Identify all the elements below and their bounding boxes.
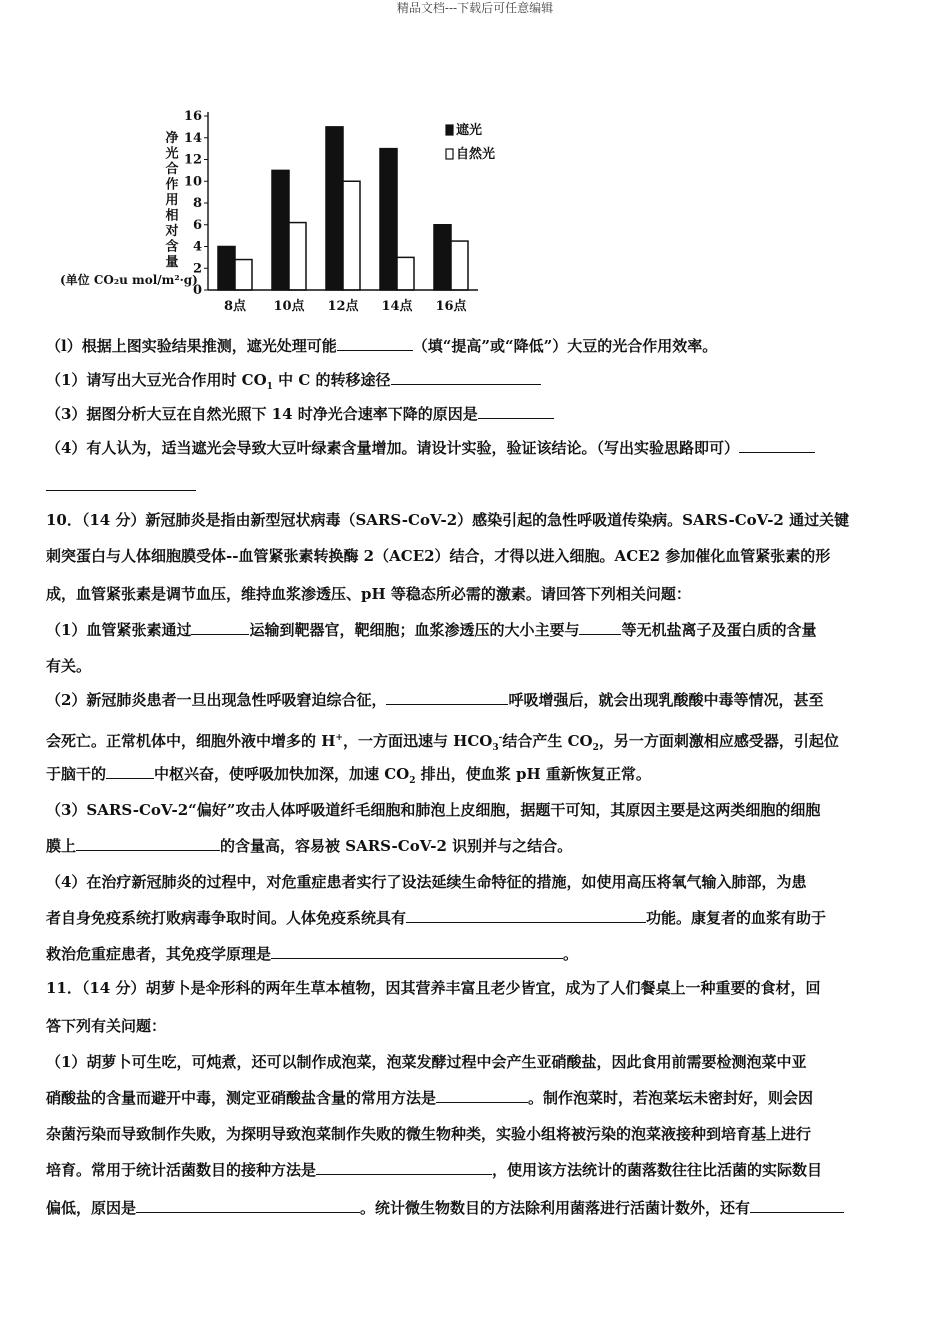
y-axis-unit: (单位 CO₂u mol/m²·g): [60, 273, 198, 287]
q11-line: 杂菌污染而导致制作失败，为探明导致泡菜制作失败的微生物种类，实验小组将被污染的泡菜液接种到培育基上进行: [46, 1125, 812, 1143]
text: 运输到靶器官，靶细胞；血浆渗透压的大小主要与: [249, 621, 580, 639]
q10-line: 10．（14 分）新冠肺炎是指由新型冠状病毒（SARS-CoV-2）感染引起的急性呼吸道传染病。SARS-CoV-2 通过关键: [46, 511, 850, 529]
text: （1）请写出大豆光合作用时 CO: [46, 371, 267, 389]
answer-blank[interactable]: [386, 690, 508, 705]
subscript: 1: [266, 382, 273, 392]
answer-blank[interactable]: [750, 1198, 844, 1213]
q10-line: （4）在治疗新冠肺炎的过程中，对危重症患者实行了设法延续生命特征的措施，如使用高压将氧气输入肺部，为患: [46, 873, 807, 891]
y-axis-label-char: 用: [165, 193, 179, 208]
page-header: 精品文档---下载后可任意编辑: [396, 1, 554, 15]
x-axis-ticks: [224, 298, 468, 314]
text: ，使用该方法统计的菌落数往往比活菌的实际数目: [492, 1161, 823, 1179]
answer-blank[interactable]: [391, 370, 541, 385]
q10-line: 成，血管紧张素是调节血压，维持血浆渗透压、pH 等稳态所必需的激素。请回答下列相关问题：: [46, 585, 691, 603]
q10-line: 刺突蛋白与人体细胞膜受体--血管紧张素转换酶 2（ACE2）结合，才得以进入细胞。ACE2 参加催化血管紧张素的形: [46, 547, 831, 565]
text: 中 C 的转移途径: [272, 371, 391, 389]
answer-blank[interactable]: [106, 764, 154, 779]
x-tick-label: 8点: [223, 299, 247, 314]
y-tick-label: 8: [192, 196, 202, 211]
answer-blank[interactable]: [191, 620, 249, 635]
text: 培育。常用于统计活菌数目的接种方法是: [46, 1161, 317, 1179]
text: 排出，使血浆 pH 重新恢复正常。: [415, 765, 651, 783]
bar-natural-light: [235, 260, 252, 290]
text: 呼吸增强后，就会出现乳酸酸中毒等情况，甚至: [508, 691, 824, 709]
text: 于脑干的: [46, 765, 107, 783]
answer-blank[interactable]: [271, 944, 563, 959]
bar-natural-light: [451, 241, 468, 290]
answer-blank[interactable]: [579, 620, 621, 635]
q11-line: 11．（14 分）胡萝卜是伞形科的两年生草本植物，因其营养丰富且老少皆宜，成为了人们餐桌上一种重要的食材，回: [46, 979, 821, 997]
text: ，一方面迅速与 HCO: [342, 732, 493, 750]
answer-blank[interactable]: [316, 1160, 492, 1175]
q11-line: 答下列有关问题：: [46, 1017, 167, 1035]
bar-shade: [380, 149, 397, 290]
text: 的含量高，容易被 SARS-CoV-2 识别并与之结合。: [220, 837, 573, 855]
text: 结合产生 CO: [502, 732, 593, 750]
y-axis-label-char: 对: [165, 224, 179, 239]
y-tick-label: 4: [192, 239, 202, 255]
text: 会死亡。正常机体中，细胞外液中增多的 H: [46, 732, 336, 750]
q10-line: （3）SARS-CoV-2“偏好”攻击人体呼吸道纤毛细胞和肺泡上皮细胞，据题干可知，其原因主要是这两类细胞的细胞: [46, 801, 821, 819]
subscript: 2: [409, 776, 416, 786]
q10-part2: [46, 690, 823, 710]
superscript: +: [335, 733, 343, 743]
q11-line: [46, 1088, 813, 1108]
bar-shade: [326, 127, 343, 290]
text: 中枢兴奋，使呼吸加快加深，加速 CO: [154, 765, 410, 783]
bar-chart: [50, 100, 510, 328]
text: 硝酸盐的含量而避开中毒，测定亚硝酸盐含量的常用方法是: [46, 1089, 437, 1107]
text: 膜上: [46, 837, 77, 855]
bar-shade: [434, 225, 451, 290]
legend-label: 自然光: [456, 147, 496, 162]
answer-blank[interactable]: [337, 336, 413, 351]
y-axis-label-char: 光: [165, 146, 179, 162]
bar-shade: [272, 170, 289, 290]
text: 等无机盐离子及蛋白质的含量: [621, 621, 817, 639]
text: （1）血管紧张素通过: [46, 621, 192, 639]
y-axis-label-char: 作: [165, 177, 179, 193]
text: （3）据图分析大豆在自然光照下 14 时净光合速率下降的原因是: [46, 405, 478, 423]
y-axis-label-char: 量: [165, 255, 179, 270]
q9-part3: [46, 404, 554, 424]
superscript: -: [498, 733, 503, 743]
answer-blank[interactable]: [76, 836, 220, 851]
y-axis-label: [164, 130, 179, 270]
answer-blank[interactable]: [136, 1198, 360, 1213]
answer-blank[interactable]: [46, 476, 196, 491]
bar-shade: [218, 247, 235, 291]
q10-line: [46, 728, 839, 758]
answer-blank[interactable]: [739, 438, 815, 453]
legend: [446, 122, 495, 162]
q11-line: （1）胡萝卜可生吃，可炖煮，还可以制作成泡菜，泡菜发酵过程中会产生亚硝酸盐，因此食用前需要检测泡菜中亚: [46, 1053, 807, 1071]
text: 。统计微生物数目的方法除利用菌落进行活菌计数外，还有: [360, 1199, 751, 1217]
q10-part4: [46, 908, 826, 928]
text: 偏低，原因是: [46, 1199, 137, 1217]
x-tick-label: 16点: [435, 299, 467, 314]
text: （l）根据上图实验结果推测，遮光处理可能: [46, 337, 337, 355]
text: 。制作泡菜时，若泡菜坛未密封好，则会因: [528, 1089, 814, 1107]
answer-blank[interactable]: [436, 1088, 528, 1103]
bar-natural-light: [343, 181, 360, 290]
y-axis-ticks: [184, 109, 208, 298]
y-tick-label: 16: [183, 109, 202, 124]
q9-part4-cont: [46, 476, 196, 496]
text: ，另一方面刺激相应感受器，引起位: [598, 732, 839, 750]
q9-part4: [46, 438, 815, 458]
y-tick-label: 10: [183, 174, 202, 190]
q10-line: 有关。: [46, 657, 92, 675]
q11-line: [46, 1198, 844, 1218]
bars: [218, 127, 468, 290]
legend-swatch: [446, 149, 453, 159]
bar-natural-light: [397, 257, 414, 290]
y-axis-label-char: 净: [165, 131, 179, 146]
text: 者自身免疫系统打败病毒争取时间。人体免疫系统具有: [46, 909, 407, 927]
q9-part1: [46, 336, 717, 356]
y-tick-label: 14: [183, 130, 202, 146]
y-axis-label-char: 相: [165, 208, 179, 224]
q10-line: [46, 944, 578, 964]
y-tick-label: 12: [183, 152, 202, 168]
answer-blank[interactable]: [478, 404, 554, 419]
q10-part3: [46, 836, 572, 856]
bar-natural-light: [289, 223, 306, 290]
q11-line: [46, 1160, 822, 1180]
legend-swatch: [446, 125, 453, 135]
text: 。: [563, 945, 579, 963]
legend-label: 遮光: [456, 123, 483, 138]
text: 救治危重症患者，其免疫学原理是: [46, 945, 272, 963]
subscript: 2: [592, 743, 599, 753]
subscript: 3: [492, 743, 499, 753]
y-axis-label-char: 合: [165, 162, 179, 177]
y-tick-label: 2: [192, 261, 202, 277]
x-tick-label: 12点: [327, 299, 359, 314]
text: 功能。康复者的血浆有助于: [646, 909, 827, 927]
q10-line: [46, 764, 651, 791]
y-tick-label: 6: [192, 217, 202, 233]
q9-part2: [46, 370, 541, 397]
x-tick-label: 14点: [381, 299, 413, 314]
y-axis-label-char: 含: [165, 239, 179, 255]
text: （填“提高”或“降低”）大豆的光合作用效率。: [412, 337, 718, 355]
answer-blank[interactable]: [406, 908, 646, 923]
text: （2）新冠肺炎患者一旦出现急性呼吸窘迫综合征，: [46, 691, 387, 709]
q10-part1: [46, 620, 816, 640]
text: （4）有人认为，适当遮光会导致大豆叶绿素含量增加。请设计实验，验证该结论。（写出实验思路即可）: [46, 439, 739, 457]
y-tick-label: 0: [192, 283, 202, 298]
x-tick-label: 10点: [273, 299, 305, 314]
